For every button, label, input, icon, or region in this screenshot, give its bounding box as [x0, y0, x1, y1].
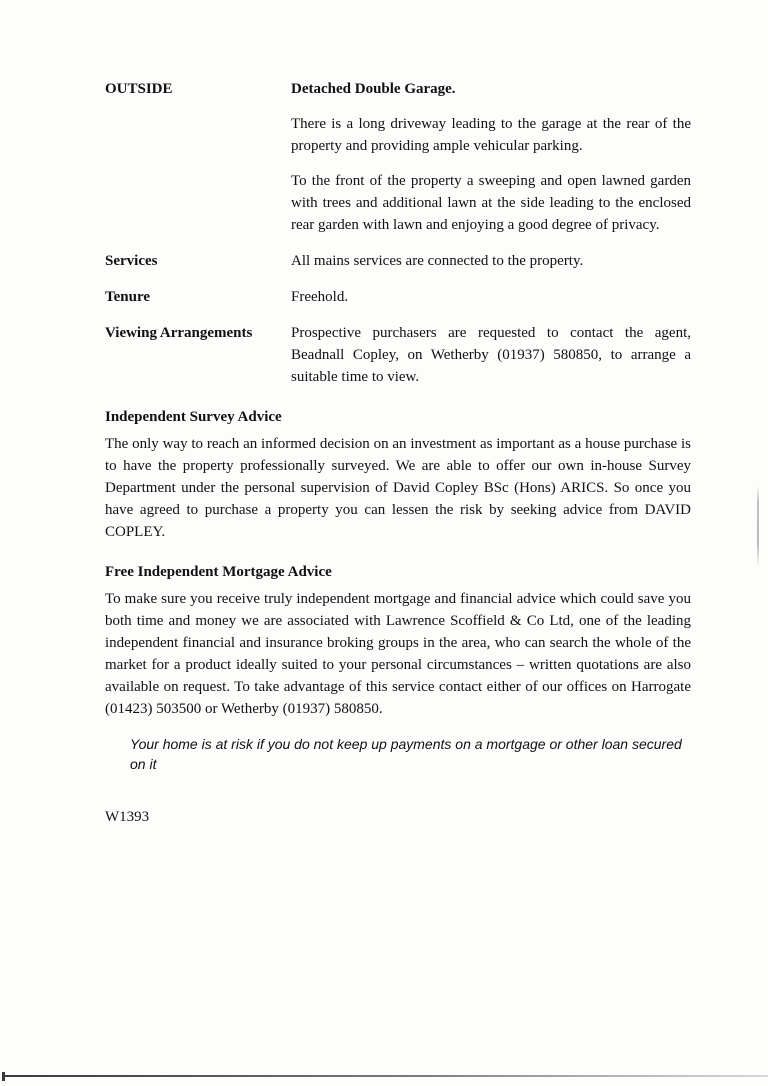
section-label-services: Services [105, 253, 158, 269]
paragraph-driveway: There is a long driveway leading to the garage at the rear of the property and providing ample vehicular parking. [291, 116, 691, 154]
section-mortgage-advice [105, 561, 691, 720]
section-body-tenure [291, 286, 691, 308]
section-viewing-arrangements [105, 322, 691, 388]
section-tenure [105, 286, 691, 308]
section-label-tenure: Tenure [105, 289, 151, 305]
document-content [105, 78, 691, 828]
paragraph-tenure: Freehold. [291, 289, 349, 305]
survey-advice-heading: Independent Survey Advice [105, 409, 282, 425]
scan-artifact-bottom-line [2, 1075, 768, 1077]
mortgage-advice-body: To make sure you receive truly independent mortgage and financial advice which could save you both time and money we are associated with Lawrence Scoffield & Co Ltd, one of the leading independent financial and insurance broking groups in the area, who can search the whole of the market for a product ideally suited to your personal circumstances – written quotations are also available on request. To take advantage of this service contact either of our offices on Harrogate (01423) 503500 or Wetherby (01937) 580850. [105, 591, 691, 717]
section-services [105, 250, 691, 272]
section-label-outside: OUTSIDE [105, 81, 173, 97]
section-label-viewing: Viewing Arrangements [105, 325, 253, 341]
mortgage-risk-disclaimer: Your home is at risk if you do not keep up payments on a mortgage or other loan secured on it [130, 736, 682, 772]
paragraph-services: All mains services are connected to the property. [291, 253, 584, 269]
section-heading-garage: Detached Double Garage. [291, 81, 456, 97]
section-survey-advice [105, 406, 691, 543]
paragraph-viewing: Prospective purchasers are requested to contact the agent, Beadnall Copley, on Wetherby (01937) 580850, to arrange a suitable time to view. [291, 325, 691, 385]
section-body-services [291, 250, 691, 272]
section-outside [105, 78, 691, 236]
paragraph-garden: To the front of the property a sweeping and open lawned garden with trees and additional lawn at the side leading to the enclosed rear garden with lawn and enjoying a good degree of privacy. [291, 173, 691, 233]
section-body-viewing [291, 322, 691, 388]
mortgage-advice-heading: Free Independent Mortgage Advice [105, 564, 332, 580]
section-body-outside [291, 78, 691, 236]
scan-artifact-right-streak [757, 486, 759, 568]
document-reference-code: W1393 [105, 809, 150, 825]
survey-advice-body: The only way to reach an informed decision on an investment as important as a house purchase is to have the property professionally surveyed. We are able to offer our own in-house Survey Department under the personal supervision of David Copley BSc (Hons) ARICS. So once you have agreed to purchase a property you can lessen the risk by seeking advice from DAVID COPLEY. [105, 436, 691, 540]
